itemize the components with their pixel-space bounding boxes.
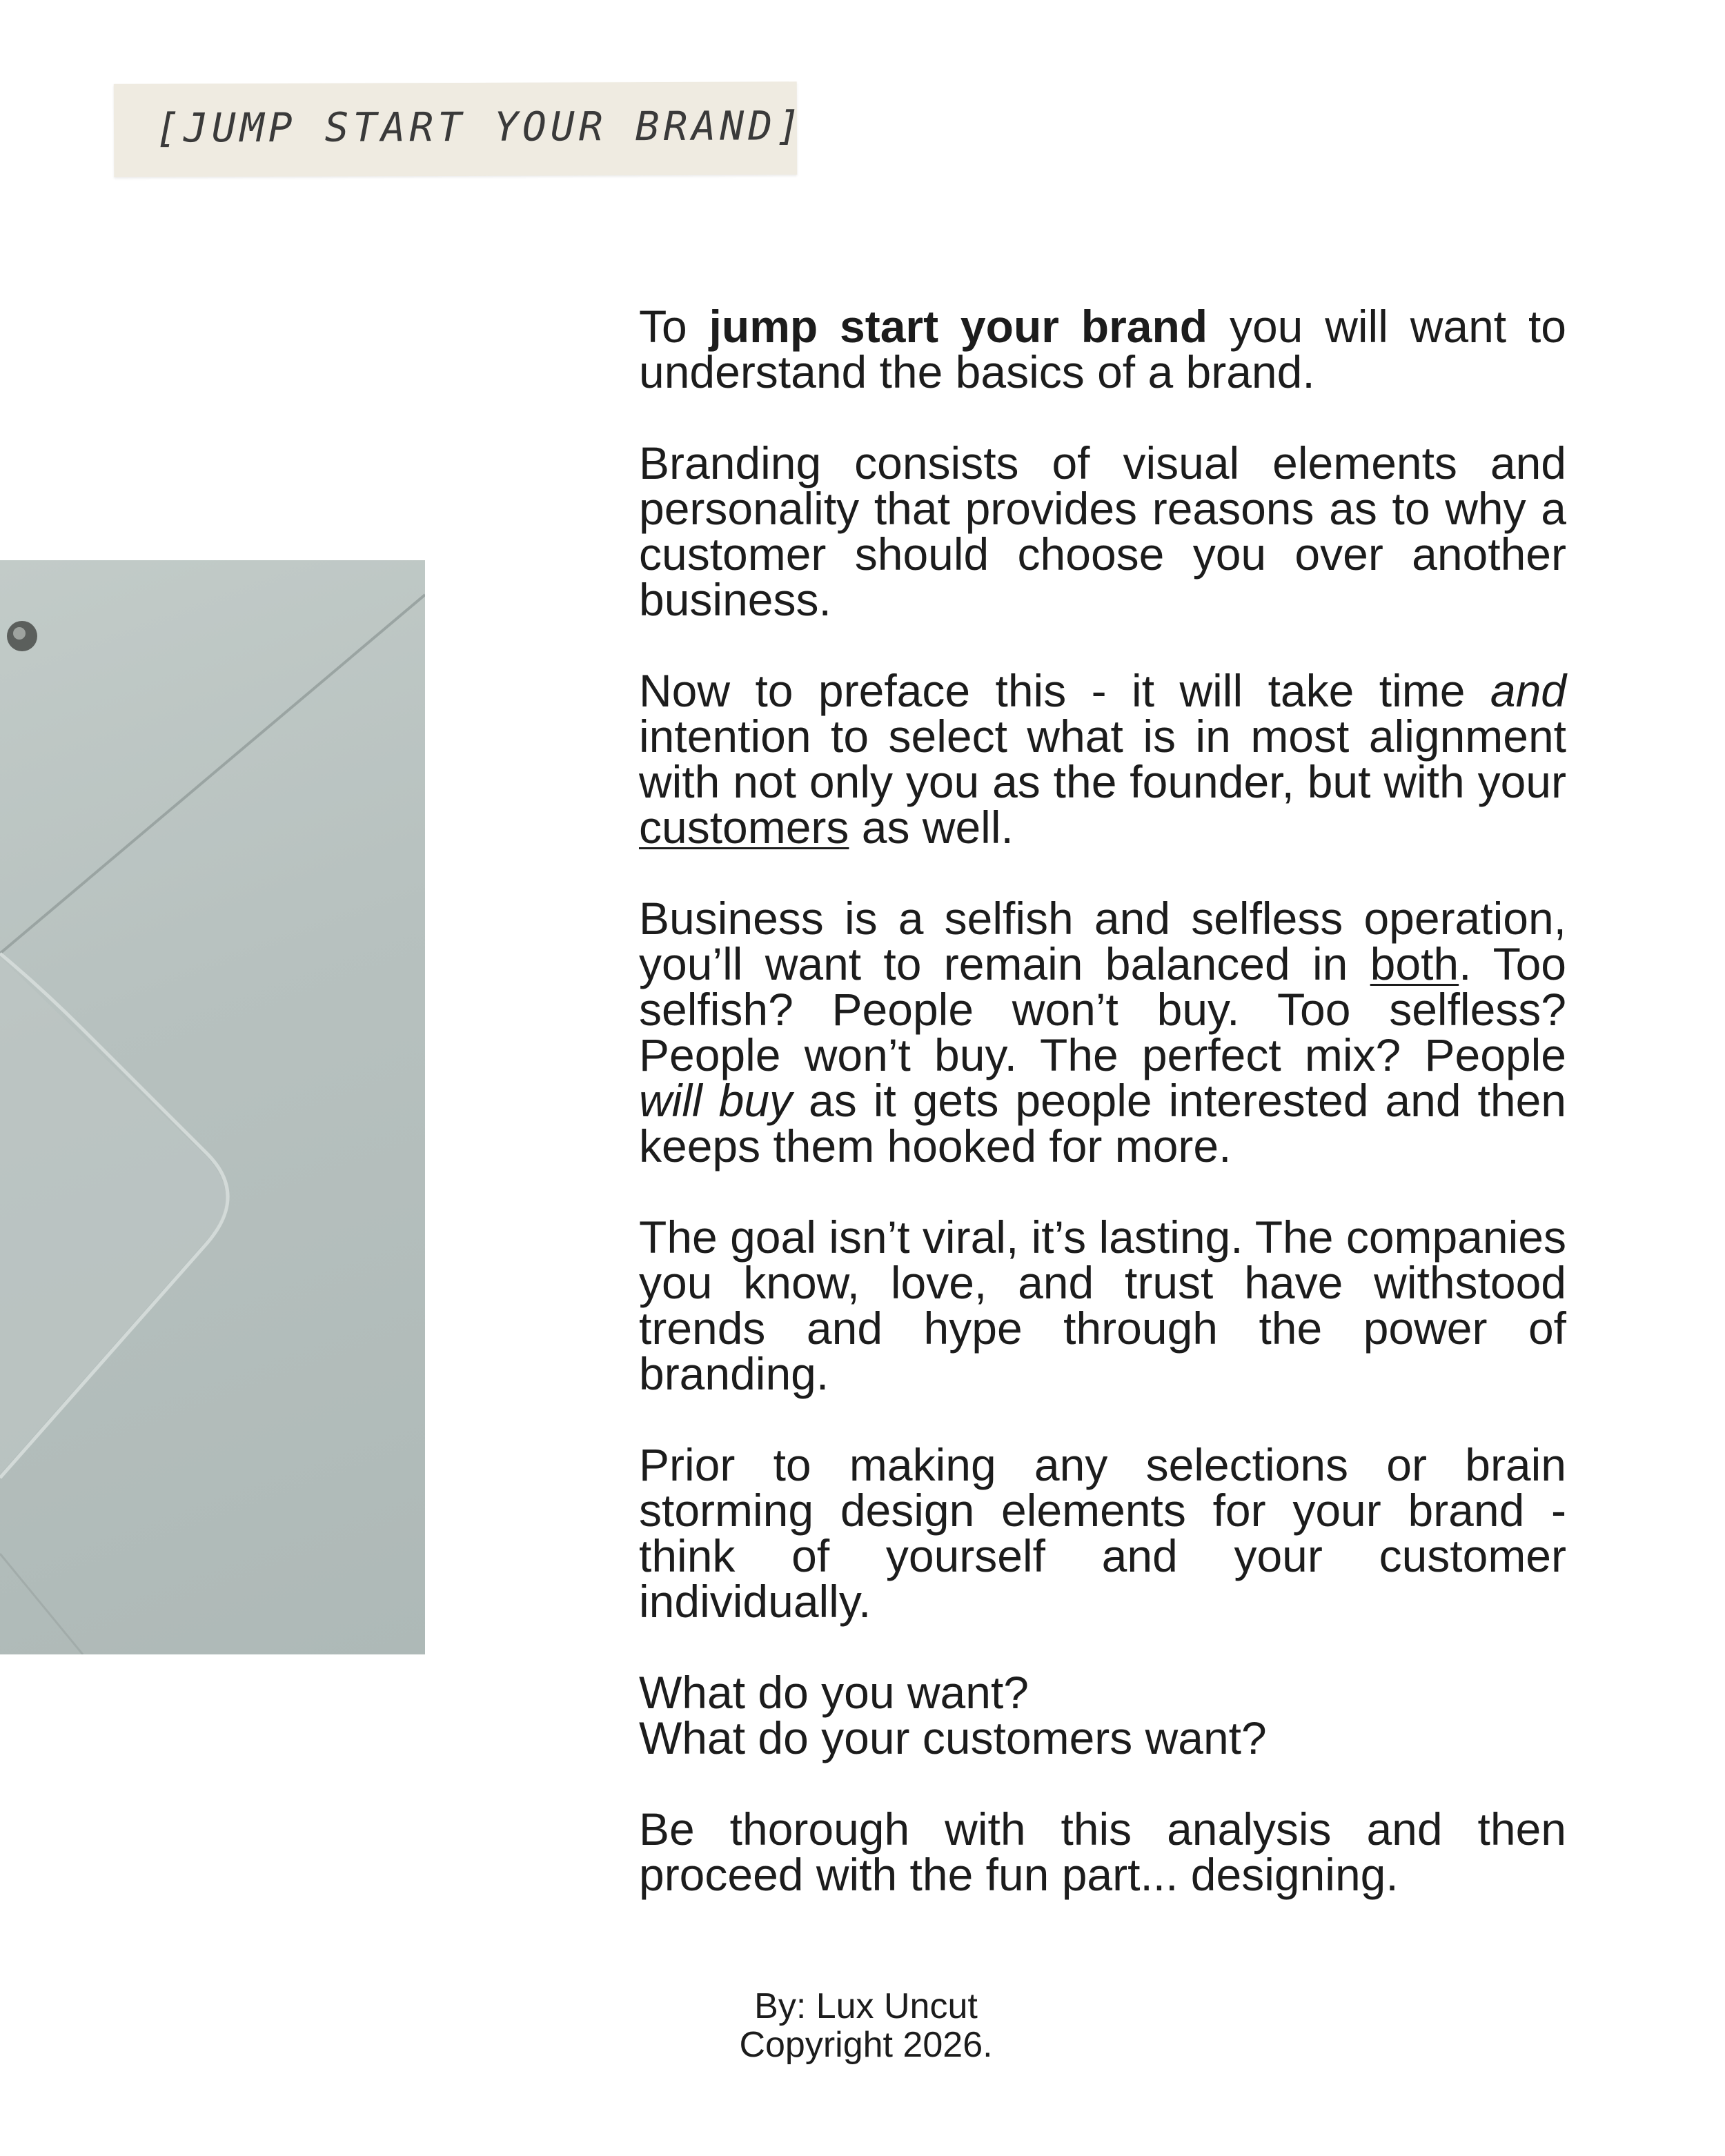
byline: By: Lux Uncut — [754, 1986, 978, 2026]
paragraph-questions: What do you want? What do your customers want? — [639, 1667, 1267, 1763]
underlined-word: both — [1370, 938, 1459, 989]
copyright: Copyright 2026. — [739, 2025, 993, 2065]
title-label-tape — [114, 81, 805, 177]
body-text — [639, 301, 1566, 1943]
underlined-word: customers — [639, 802, 849, 853]
italic-phrase: will buy — [639, 1075, 793, 1126]
italic-word: and — [1490, 665, 1566, 716]
envelope-photo — [0, 560, 425, 1654]
envelope-flap-lines — [0, 560, 425, 1654]
paragraph-closing: Be thorough with this analysis and then proceed with the fun part... designing. — [639, 1803, 1566, 1900]
paragraph-goal: The goal isn’t viral, it’s lasting. The companies you know, love, and trust have withstood trends and hype through the power of branding. — [639, 1211, 1566, 1399]
paragraph-prior: Prior to making any selections or brain storming design elements for your brand - think of yourself and your customer individually. — [639, 1439, 1566, 1627]
bold-phrase: jump start your brand — [709, 301, 1208, 352]
paragraph-branding: Branding consists of visual elements and personality that provides reasons as to why a customer should choose you over another business. — [639, 437, 1566, 625]
footer — [690, 1987, 1042, 2064]
paragraph-intro: To jump start your brand you will want to understand the basics of a brand. — [639, 301, 1566, 397]
paragraph-preface: Now to preface this - it will take time and intention to select what is in most alignment with not only you as the founder, but with your customers as well. — [639, 665, 1566, 853]
title-label-text: [JUMP START YOUR BRAND] — [155, 102, 805, 152]
paragraph-business: Business is a selfish and selfless operation, you’ll want to remain balanced in both. Too selfish? People won’t buy. Too selfless? People won’t buy. The perfect mix? People will buy as it gets people interested and then keeps them hooked for more. — [639, 893, 1566, 1171]
